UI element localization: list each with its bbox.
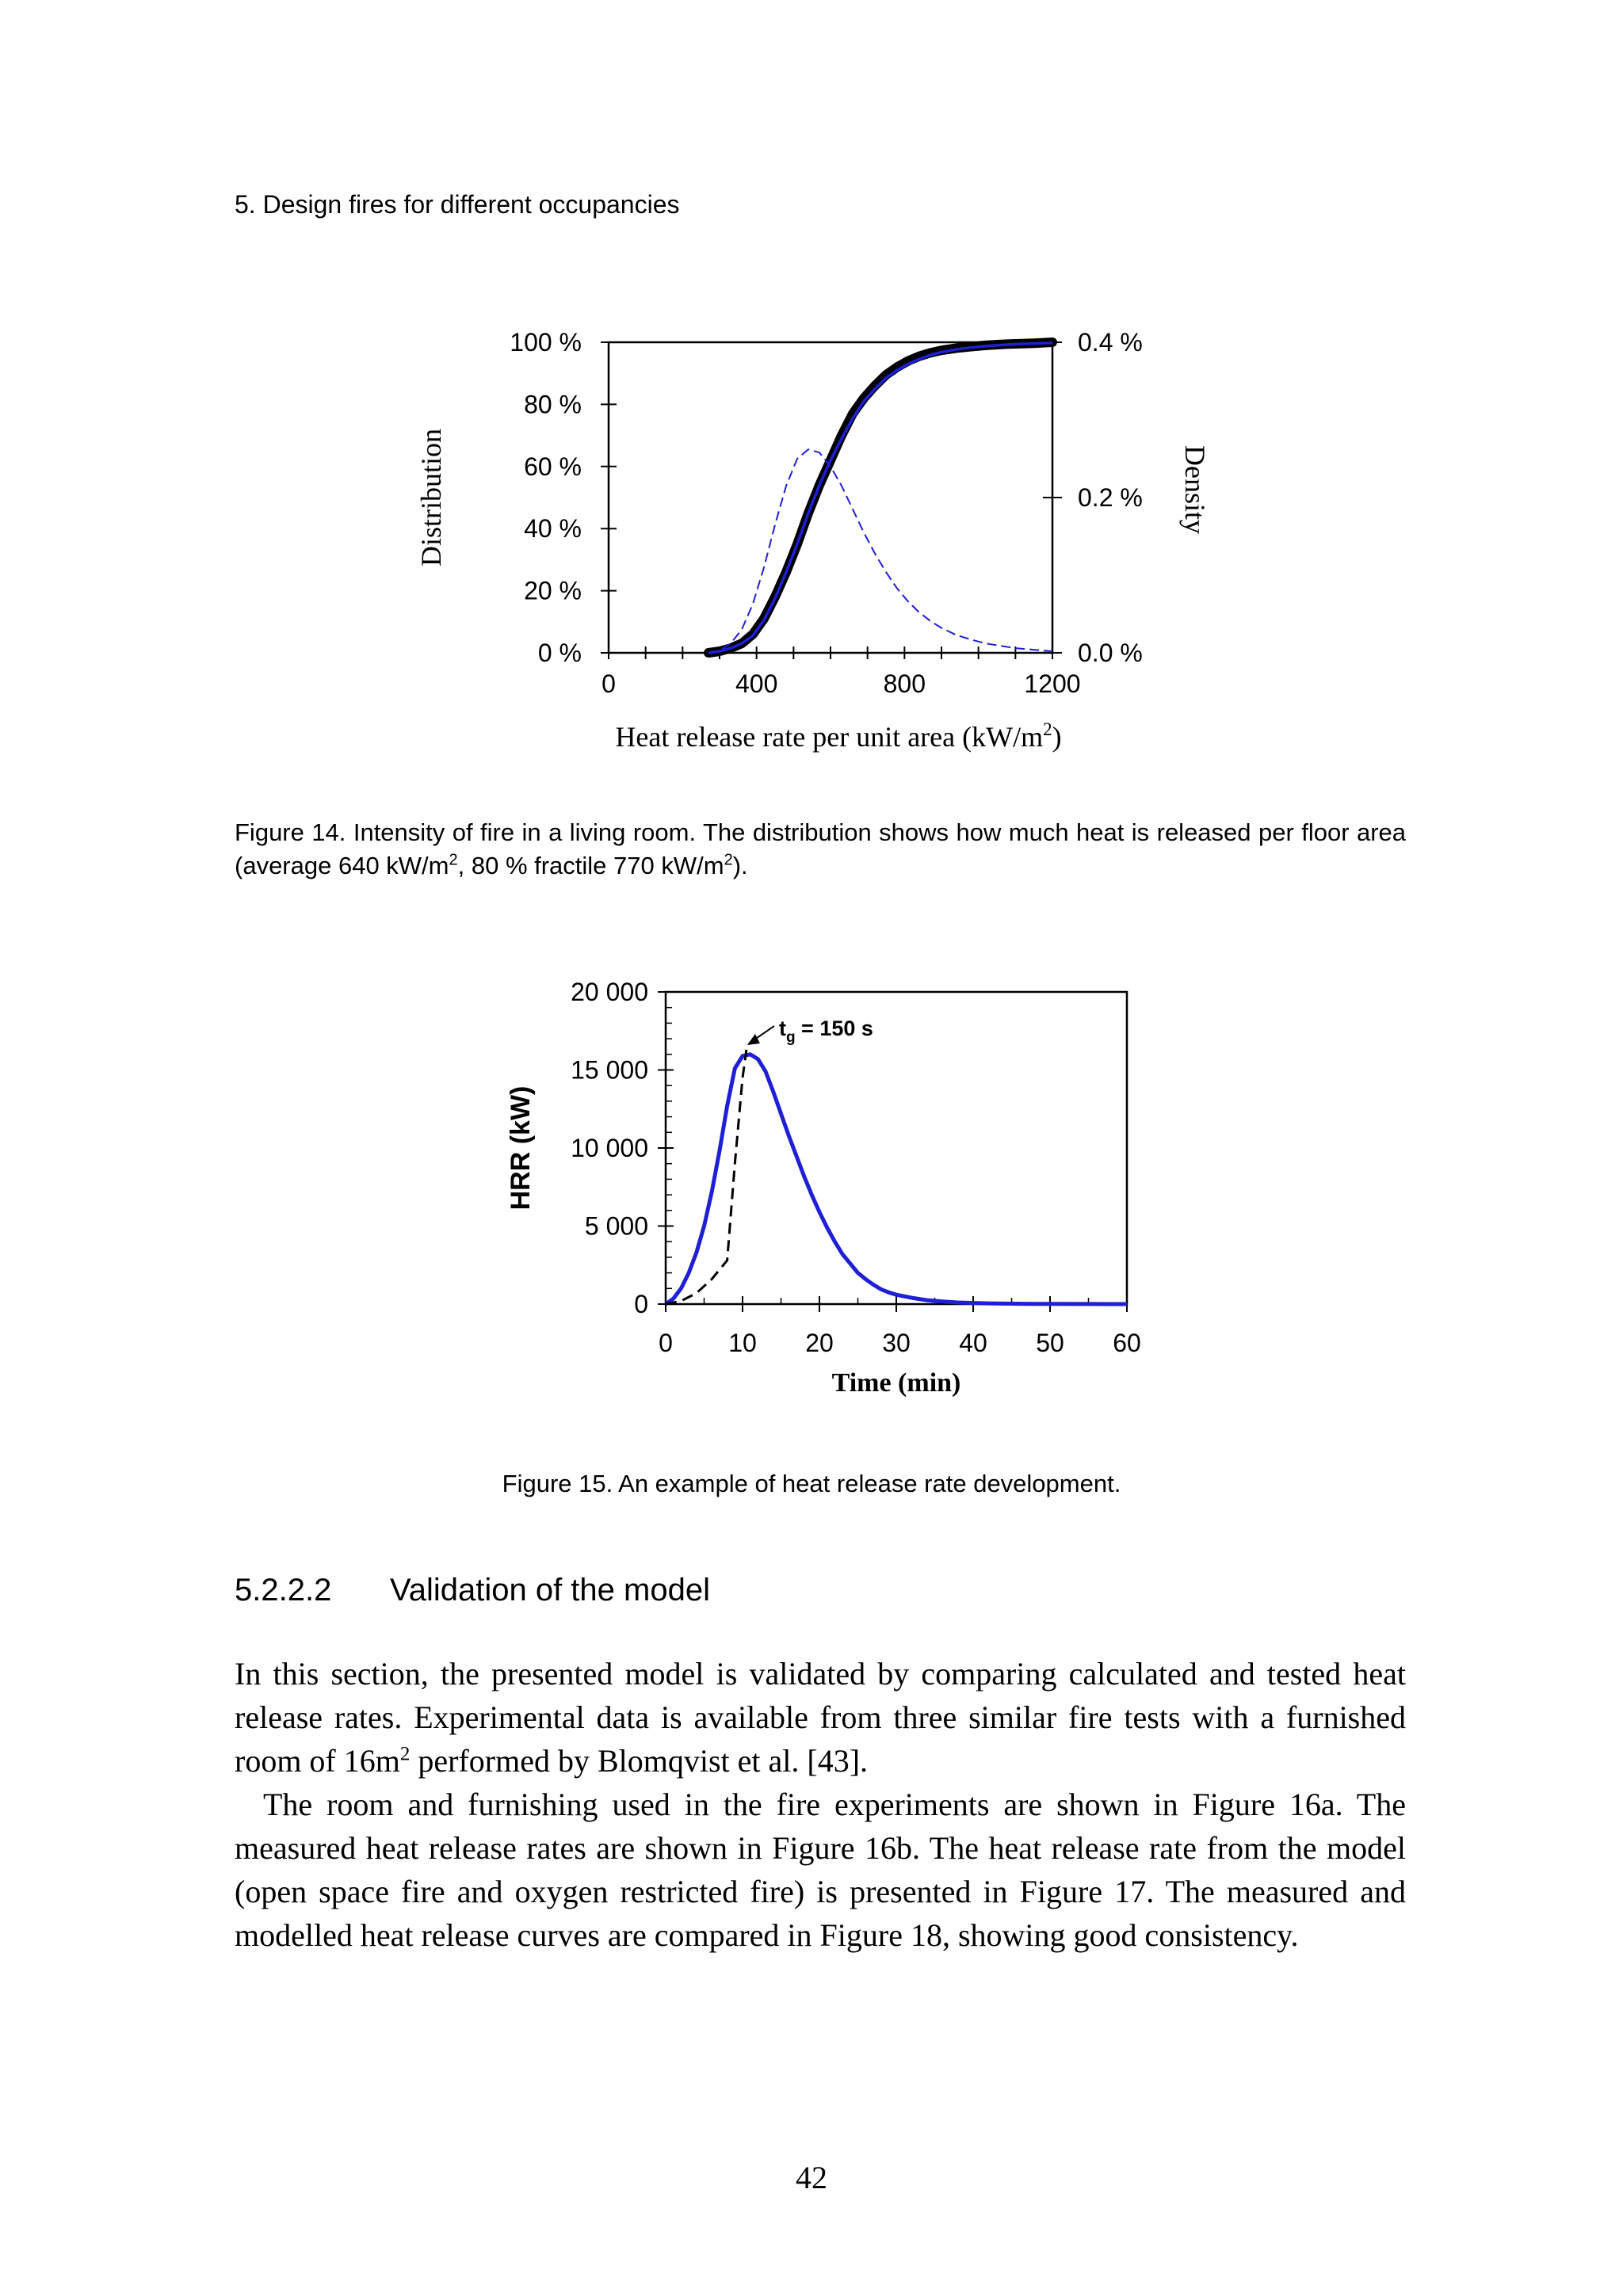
section-number: 5.2.2.2 (235, 1573, 332, 1608)
x-tick-label: 40 (959, 1329, 987, 1357)
page-number: 42 (796, 2160, 827, 2195)
y-axis-label: Distribution (415, 428, 447, 567)
series-t-squared (666, 1050, 747, 1304)
x-axis-label: Time (min) (831, 1368, 961, 1398)
section-heading (235, 1573, 710, 1608)
paragraph-2: The room and furnishing used in the fire experiments are shown in Figure 16a. The measured heat release rates are shown in Figure 16b. The heat release rate from the model (open space fire and oxygen restricted fire) is presented in Figure 17. The measured and modelled heat release curves are compared in Figure 18, showing good consistency. (235, 1787, 1406, 1953)
y-tick-label: 0 % (537, 639, 582, 667)
x-tick-label: 0 (659, 1329, 673, 1357)
x-tick-label: 20 (805, 1329, 834, 1357)
x-tick-label: 400 (735, 669, 778, 698)
figure-14-caption: Figure 14. Intensity of fire in a living room. The distribution shows how much heat is released per floor area (average 640 $kW/m^2$, 80 % fractile 770 $kW/m^2$). (235, 818, 1406, 879)
series-fitted-distribution (708, 343, 1052, 653)
x-tick-label: 0 (601, 669, 616, 698)
y-tick-label: 5 000 (584, 1211, 648, 1241)
figure-15-chart (475, 963, 1189, 1422)
annotation-arrowhead (747, 1034, 760, 1045)
x-tick-label: 10 (728, 1329, 757, 1357)
y2-tick-label: 0.4 % (1078, 328, 1143, 357)
y-tick-label: 40 % (524, 514, 582, 543)
y-tick-label: 0 (634, 1290, 648, 1318)
section-title: Validation of the model (390, 1573, 710, 1608)
series-measured-distribution (708, 342, 1052, 653)
running-header: 5. Design fires for different occupancies (235, 190, 680, 219)
y-tick-label: 80 % (524, 390, 582, 419)
x-axis-label: Heat release rate per unit area $(kW/m^2)$ (615, 719, 1062, 753)
y2-axis-label: Density (1179, 445, 1211, 534)
figure-15-caption: Figure 15. An example of heat release rate development. (502, 1470, 1121, 1497)
y-tick-label: 60 % (524, 452, 582, 481)
figure-14-chart (380, 301, 1252, 776)
plot-frame (666, 992, 1127, 1304)
y-tick-label: 15 000 (571, 1055, 648, 1085)
y2-tick-label: 0.2 % (1078, 483, 1143, 512)
x-tick-label: 1200 (1024, 669, 1081, 698)
y-axis-label: HRR (kW) (506, 1085, 536, 1211)
y2-tick-label: 0.0 % (1078, 639, 1143, 667)
x-tick-label: 60 (1113, 1329, 1141, 1357)
y-tick-label: 20 % (524, 576, 582, 605)
annotation-label: $t_g = 150$ s (778, 1016, 873, 1047)
x-tick-label: 30 (882, 1329, 911, 1357)
paragraph-1: In this section, the presented model is validated by comparing calculated and tested heat release rates. Experimental data is available from three similar fire tests with a furnished room of $16m^2$ performed by Blomqvist et al. [43]. (235, 1656, 1406, 1779)
x-tick-label: 800 (883, 669, 926, 698)
y-tick-label: 20 000 (571, 978, 648, 1006)
x-tick-label: 50 (1036, 1329, 1064, 1357)
y-tick-label: 100 % (510, 328, 582, 357)
series-hrr (666, 1055, 1127, 1304)
y-tick-label: 10 000 (571, 1134, 648, 1162)
